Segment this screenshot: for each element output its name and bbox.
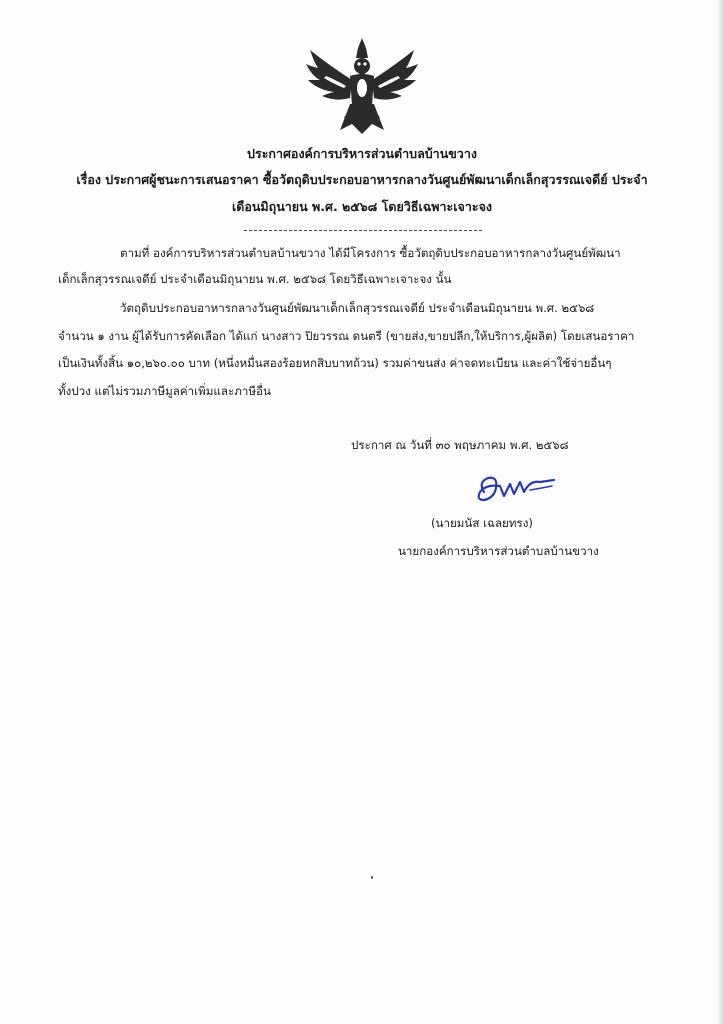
- signatory-name: (นายมนัส เฉลยทรง): [431, 516, 533, 530]
- announcement-title: ประกาศองค์การบริหารส่วนตำบลบ้านขวาง: [247, 146, 477, 161]
- body-line: จำนวน ๑ งาน ผู้ได้รับการคัดเลือก ได้แก่ นางสาว ปิยวรรณ ดนตรี (ขายส่ง,ขายปลีก,ให้บริการ,ผู้ผลิต) โดยเสนอราคา: [58, 329, 635, 343]
- body-line: ทั้งปวง แต่ไม่รวมภาษีมูลค่าเพิ่มและภาษีอื่น: [58, 384, 271, 398]
- signatory-position: นายกองค์การบริหารส่วนตำบลบ้านขวาง: [398, 544, 599, 558]
- dashed-divider: [244, 230, 482, 231]
- paper-speck: [371, 876, 373, 879]
- body-line: วัตถุดิบประกอบอาหารกลางวันศูนย์พัฒนาเด็กเล็กสุวรรณเจดีย์ ประจำเดือนมิถุนายน พ.ศ. ๒๕๖๘: [120, 301, 595, 315]
- page-edge-shadow: [718, 0, 724, 1024]
- handwritten-signature: [470, 470, 560, 510]
- body-line: เด็กเล็กสุวรรณเจดีย์ ประจำเดือนมิถุนายน พ.ศ. ๒๕๖๘ โดยวิธีเฉพาะเจาะจง นั้น: [58, 272, 452, 286]
- body-line: เป็นเงินทั้งสิ้น ๑๐,๒๖๐.๐๐ บาท (หนึ่งหมื่นสองร้อยหกสิบบาทถ้วน) รวมค่าขนส่ง ค่าจดทะเบียน และค่าใช้จ่ายอื่นๆ: [58, 356, 612, 370]
- announcement-date: ประกาศ ณ วันที่ ๓๐ พฤษภาคม พ.ศ. ๒๕๖๘: [351, 438, 569, 452]
- announcement-subject: เรื่อง ประกาศผู้ชนะการเสนอราคา ซื้อวัตถุดิบประกอบอาหารกลางวันศูนย์พัฒนาเด็กเล็กสุวรรณเจดีย์ ประจำ: [76, 172, 648, 187]
- announcement-subject-continued: เดือนมิถุนายน พ.ศ. ๒๕๖๘ โดยวิธีเฉพาะเจาะจง: [231, 199, 492, 214]
- body-line: ตามที่ องค์การบริหารส่วนตำบลบ้านขวาง ได้มีโครงการ ซื้อวัตถุดิบประกอบอาหารกลางวันศูนย์พัฒนา: [120, 246, 621, 260]
- garuda-emblem-icon: [300, 36, 424, 140]
